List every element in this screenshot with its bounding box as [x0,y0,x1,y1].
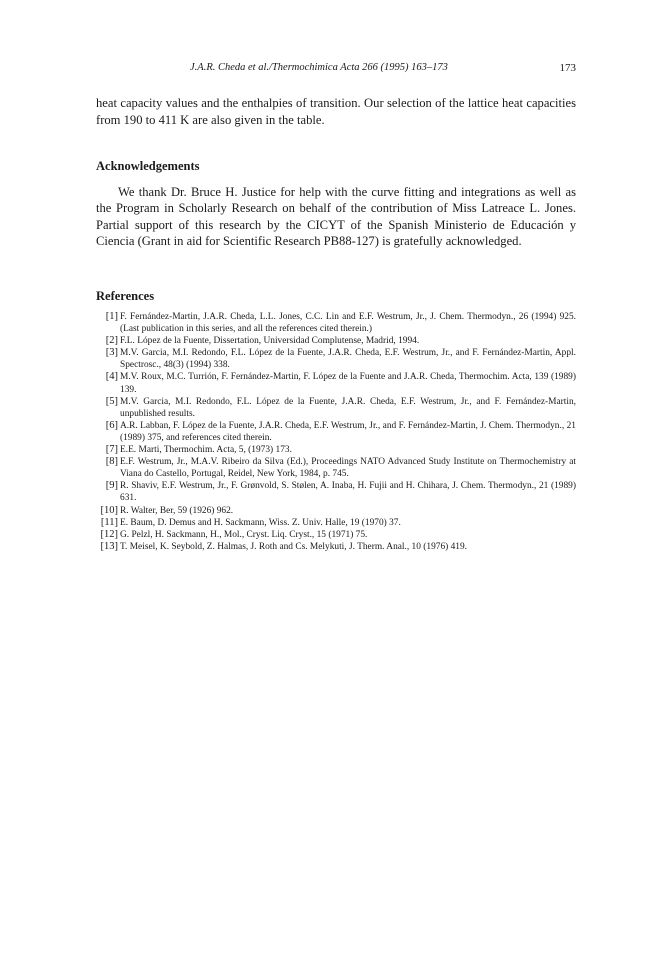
reference-text: M.V. Roux, M.C. Turrión, F. Fernández-Martin, F. López de la Fuente and J.A.R. Cheda, Thermochim. Acta, 139 (1989) 139. [120,372,576,395]
reference-text: E. Baum, D. Demus and H. Sackmann, Wiss. Z. Univ. Halle, 19 (1970) 37. [120,517,401,528]
journal-citation: J.A.R. Cheda et al./Thermochimica Acta 266 (1995) 163–173 [190,62,448,73]
reference-number: [6] [105,419,118,431]
reference-item [96,347,576,371]
page-number: 173 [559,62,576,74]
reference-item [96,541,576,553]
reference-text: E.F. Westrum, Jr., M.A.V. Ribeiro da Silva (Ed.), Proceedings NATO Advanced Study Institute on Thermochemistry at Viana do Castello, Portugal, Reidel, New York, 1984, p. 745. [120,457,576,480]
reference-item [96,505,576,517]
reference-number: [11] [100,516,118,528]
reference-number: [13] [100,540,118,552]
reference-text: E.E. Marti, Thermochim. Acta, 5, (1973) 173. [120,445,292,456]
reference-item [96,396,576,420]
reference-text: M.V. Garcia, M.I. Redondo, F.L. López de la Fuente, J.A.R. Cheda, E.F. Westrum, Jr., and F. Fernández-Martin, Appl. Spectrosc., 48(3) (1994) 338. [120,348,576,371]
reference-number: [3] [105,347,118,359]
reference-text: T. Meisel, K. Seybold, Z. Halmas, J. Roth and Cs. Melykuti, J. Therm. Anal., 10 (1976) 419. [120,541,468,552]
reference-text: F. Fernández-Martin, J.A.R. Cheda, L.L. Jones, C.C. Lin and E.F. Westrum, Jr., J. Chem. Thermodyn., 26 (1994) 925. (Last publication in this series, and all the references cited therein.) [120,312,576,335]
reference-item [96,456,576,480]
reference-item [96,480,576,504]
acknowledgements-heading: Acknowledgements [96,159,200,173]
reference-number: [7] [105,444,118,456]
reference-item [96,444,576,456]
references-heading: References [96,289,155,303]
reference-text: F.L. López de la Fuente, Dissertation, Universidad Complutense, Madrid, 1994. [120,336,420,347]
acknowledgements-paragraph: We thank Dr. Bruce H. Justice for help with the curve fitting and integrations as well as the Program in Scholarly Research on behalf of the contribution of Miss Latreace L. Jones. Partial support of this research by the CICYT of the Spanish Ministerio de Educación y Ciencia (Grant in aid for Scientific Research PB88-127) is gratefully acknowledged. [96,185,576,248]
reference-text: R. Shaviv, E.F. Westrum, Jr., F. Grønvold, S. Stølen, A. Inaba, H. Fujii and H. Chihara, J. Chem. Thermodyn., 21 (1989) 631. [120,481,576,504]
reference-text: A.R. Labban, F. López de la Fuente, J.A.R. Cheda, E.F. Westrum, Jr., and F. Fernández-Martin, J. Chem. Thermodyn., 21 (1989) 375, and references cited therein. [120,420,576,443]
reference-number: [2] [105,335,118,347]
reference-item [96,529,576,541]
reference-text: G. Pelzl, H. Sackmann, H., Mol., Cryst. Liq. Cryst., 15 (1971) 75. [120,529,368,540]
reference-list [96,311,576,553]
reference-number: [8] [105,456,118,468]
reference-item [96,420,576,444]
reference-item [96,311,576,335]
reference-number: [4] [105,371,118,383]
reference-number: [5] [105,395,118,407]
reference-item [96,517,576,529]
reference-number: [12] [100,528,118,540]
reference-text: R. Walter, Ber, 59 (1926) 962. [120,505,234,516]
intro-paragraph: heat capacity values and the enthalpies of transition. Our selection of the lattice heat capacities from 190 to 411 K are also given in the table. [96,96,576,127]
reference-number: [1] [105,311,118,322]
reference-item [96,335,576,347]
reference-number: [10] [100,504,118,516]
reference-number: [9] [105,480,118,492]
reference-text: M.V. Garcia, M.I. Redondo, F.L. López de la Fuente, J.A.R. Cheda, E.F. Westrum, Jr., and F. Fernández-Martin, unpublished results. [120,396,576,419]
reference-item [96,371,576,395]
